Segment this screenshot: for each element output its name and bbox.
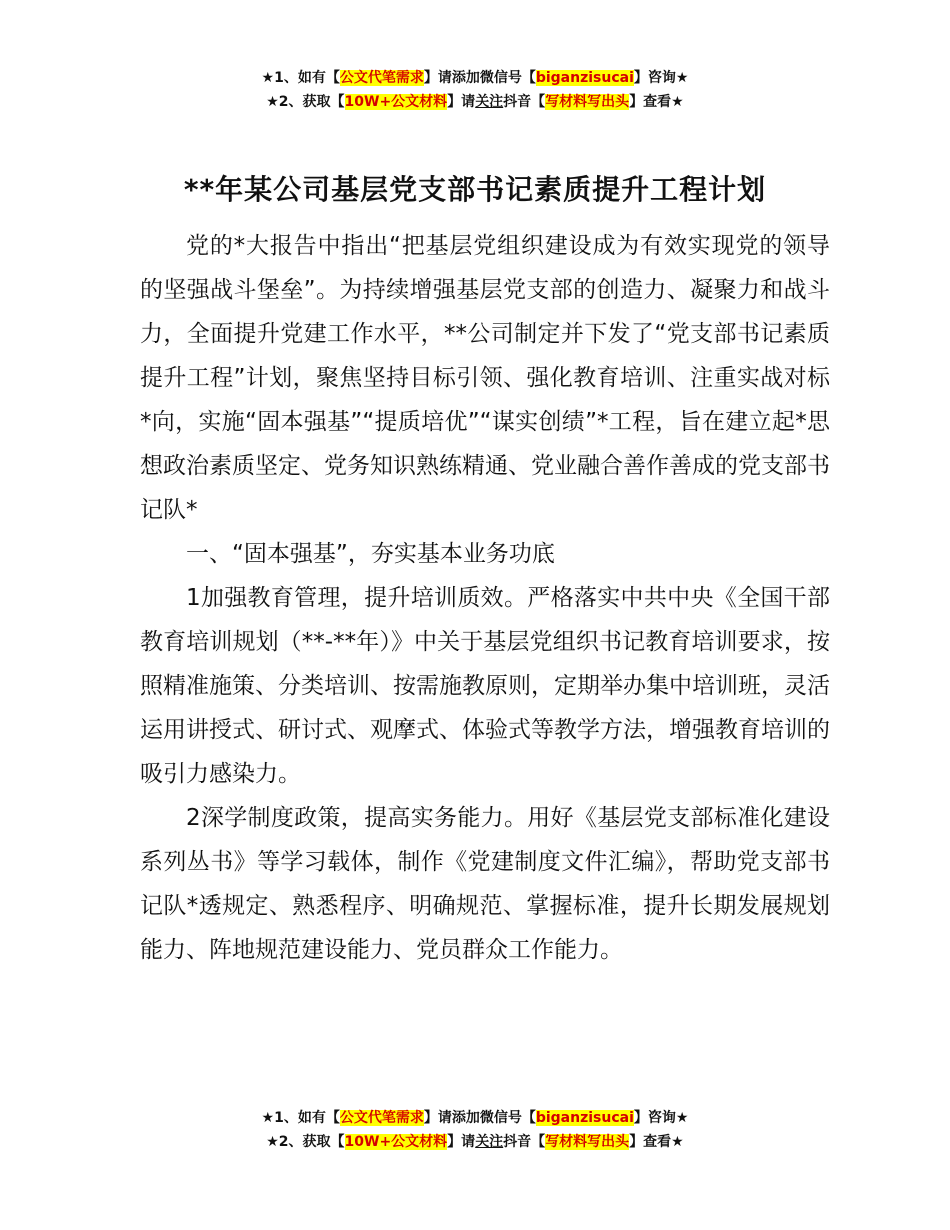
paragraph-item-1: 1加强教育管理，提升培训质效。严格落实中共中央《全国干部教育培训规划（**-**年）》中关于基层党组织书记教育培训要求，按照精准施策、分类培训、按需施教原则，定期举办集中培训班，灵活运用讲授式、研讨式、观摩式、体验式等教学方法，增强教育培训的吸引力感染力。 [140, 585, 830, 787]
banner-highlight-wechat-id: biganzisucai [535, 1110, 634, 1126]
banner-highlight-douyin: 写材料写出头 [545, 94, 630, 110]
banner-highlight-service: 公文代笔需求 [339, 70, 424, 86]
document-body [140, 224, 830, 972]
paragraph-item-2: 2深学制度政策，提高实务能力。用好《基层党支部标准化建设系列丛书》等学习载体，制作《党建制度文件汇编》，帮助党支部书记队*透规定、熟悉程序、明确规范、掌握标准，提升长期发展规划能力、阵地规范建设能力、党员群众工作能力。 [140, 805, 830, 963]
banner-highlight-materials: 10W+公文材料 [344, 1134, 448, 1150]
banner-line-2: ★2、获取【10W+公文材料】请关注抖音【写材料写出头】查看★ [266, 1134, 684, 1150]
banner-underline-follow: 关注 [475, 94, 504, 110]
header-banner [0, 66, 950, 114]
banner-highlight-douyin: 写材料写出头 [545, 1134, 630, 1150]
banner-line-2: ★2、获取【10W+公文材料】请关注抖音【写材料写出头】查看★ [266, 94, 684, 110]
banner-underline-follow: 关注 [475, 1134, 504, 1150]
banner-line-1: ★1、如有【公文代笔需求】请添加微信号【biganzisucai】咨询★ [261, 70, 689, 86]
section-heading-1: 一、“固本强基”，夯实基本业务功底 [186, 541, 555, 567]
banner-line-1: ★1、如有【公文代笔需求】请添加微信号【biganzisucai】咨询★ [261, 1110, 689, 1126]
document-title: **年某公司基层党支部书记素质提升工程计划 [183, 173, 767, 206]
intro-paragraph: 党的*大报告中指出“把基层党组织建设成为有效实现党的领导的坚强战斗堡垒”。为持续增强基层党支部的创造力、凝聚力和战斗力，全面提升党建工作水平，**公司制定并下发了“党支部书记素质提升工程”计划，聚焦坚持目标引领、强化教育培训、注重实战对标*向，实施“固本强基”“提质培优”“谋实创绩”*工程，旨在建立起*思想政治素质坚定、党务知识熟练精通、党业融合善作善成的党支部书记队* [140, 233, 830, 523]
footer-banner [0, 1106, 950, 1154]
banner-highlight-service: 公文代笔需求 [339, 1110, 424, 1126]
banner-highlight-materials: 10W+公文材料 [344, 94, 448, 110]
banner-highlight-wechat-id: biganzisucai [535, 70, 634, 86]
